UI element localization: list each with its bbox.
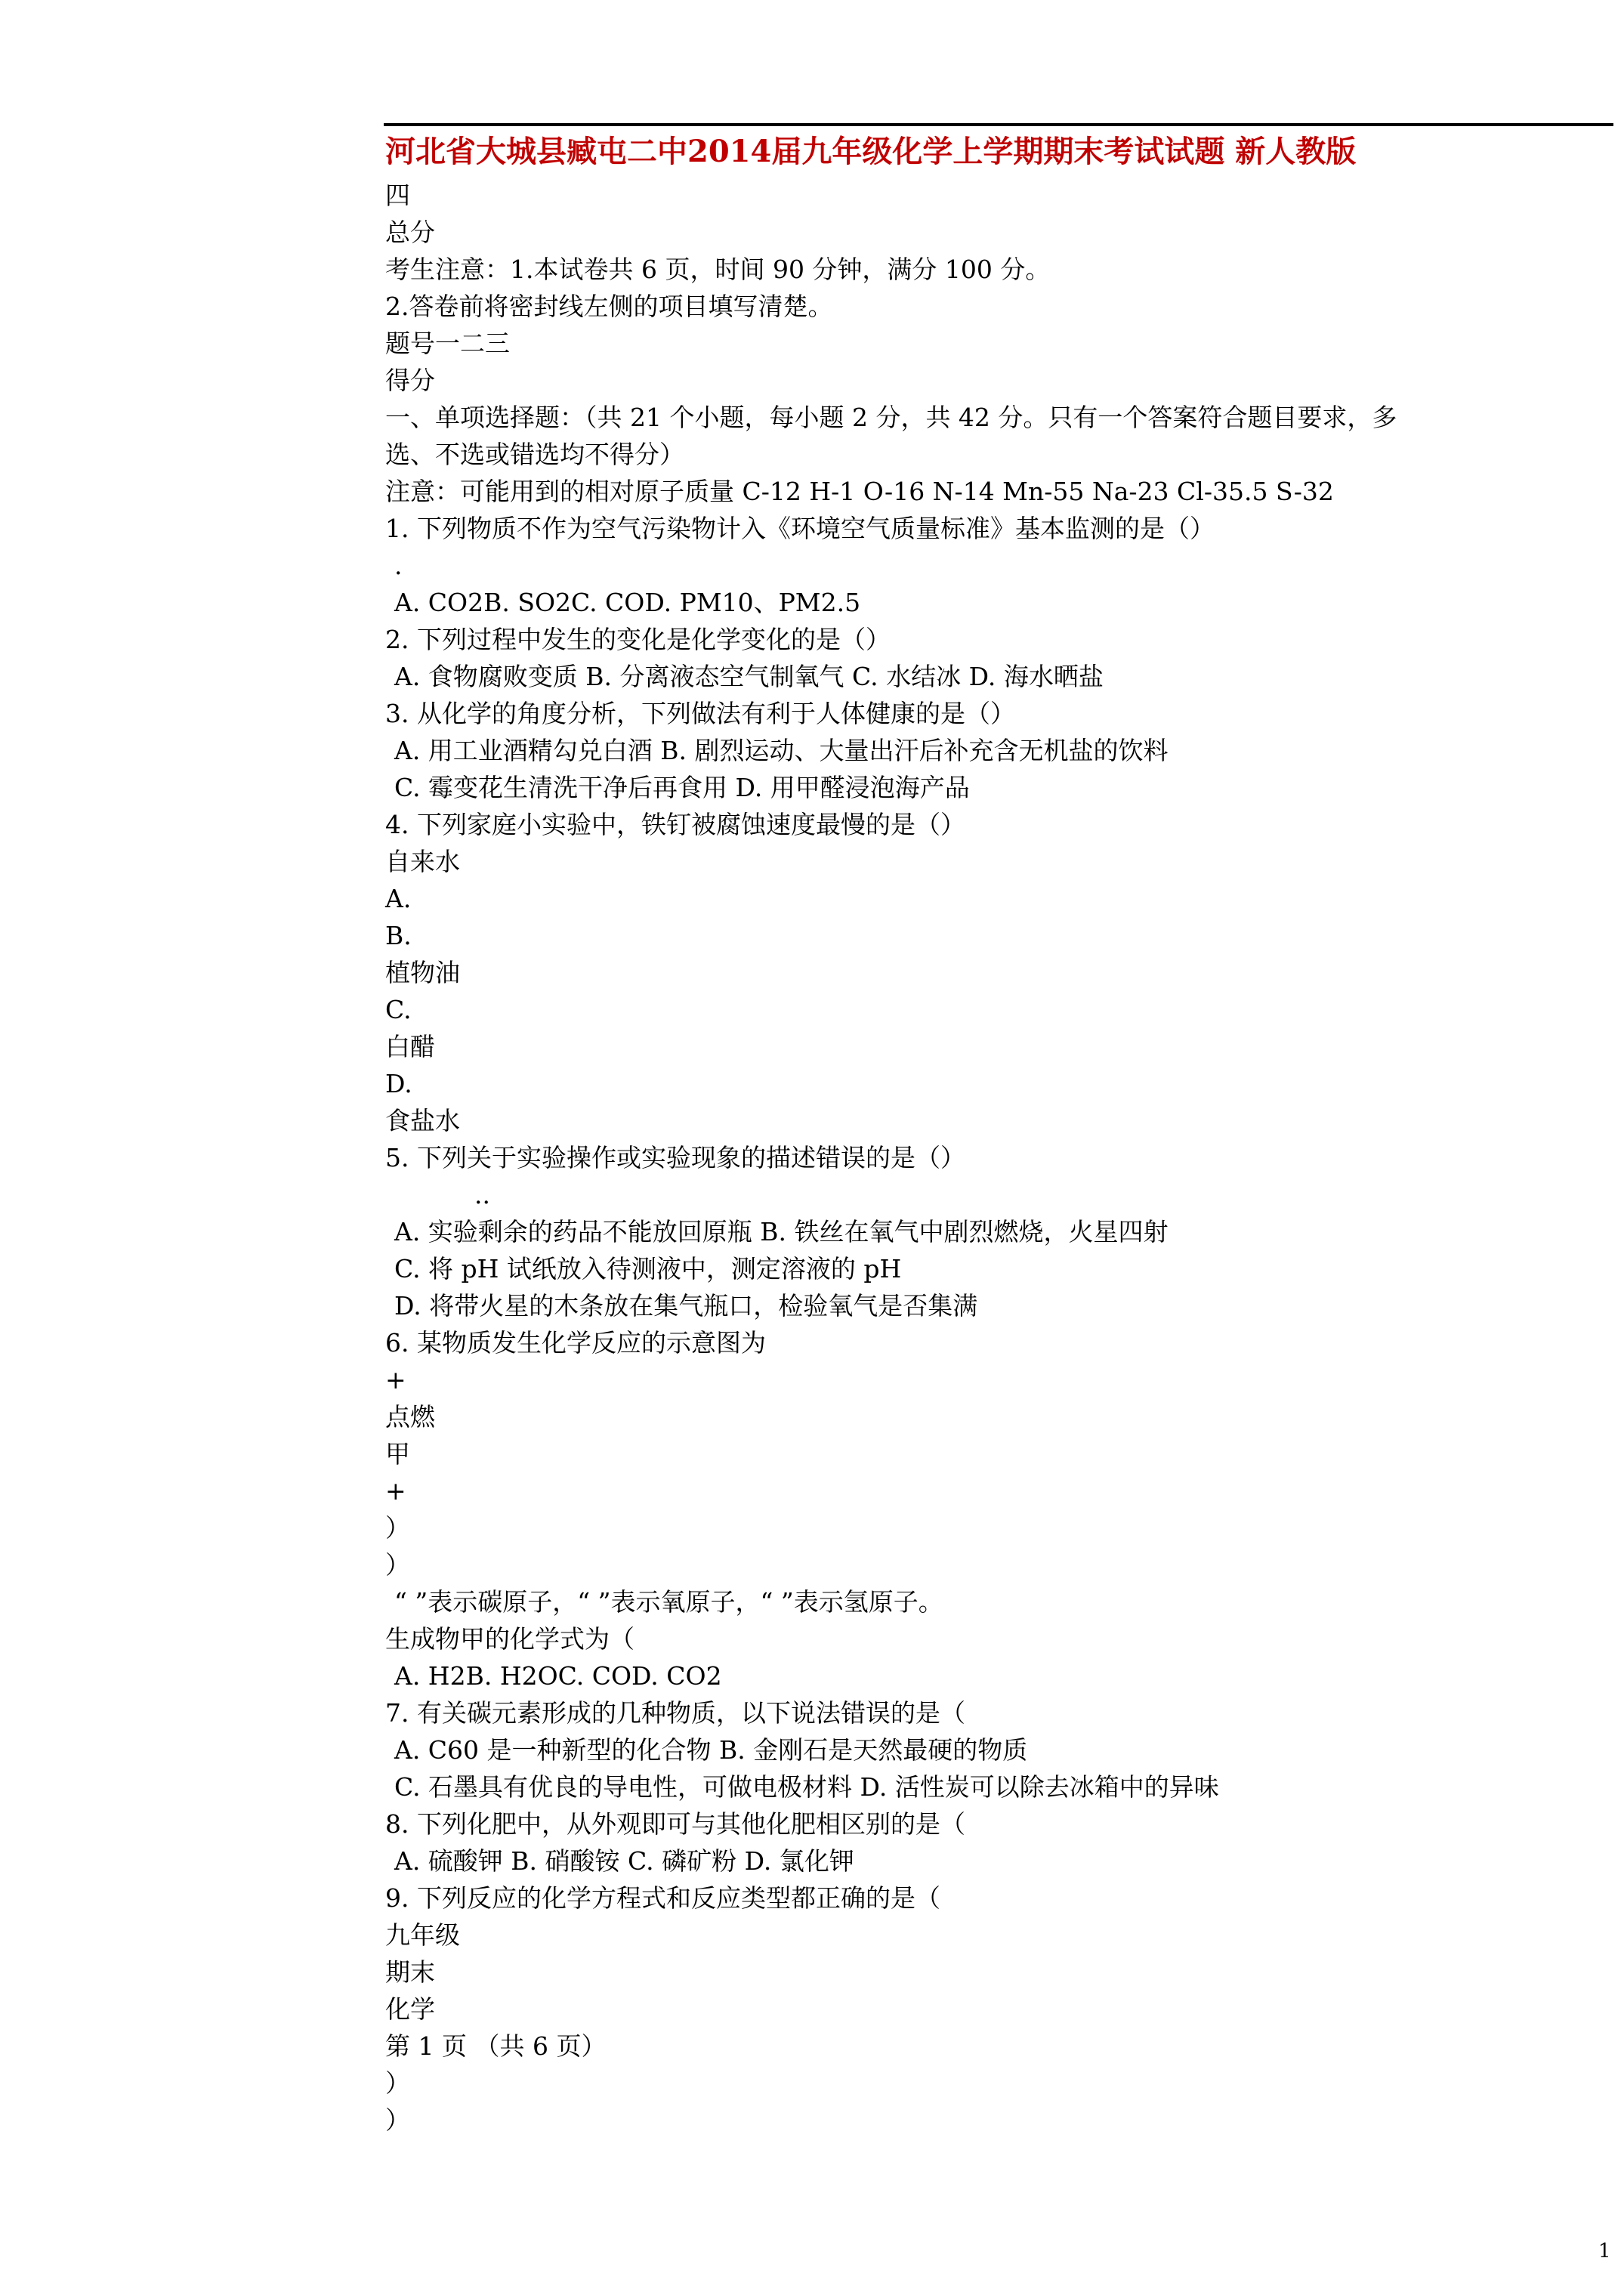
text-line: 生成物甲的化学式为（ [385,1624,634,1654]
text-line: 选、不选或错选均不得分） [385,440,684,469]
text-line: ） [385,1550,410,1580]
option-line: A. 食物腐败变质 B. 分离液态空气制氧气 C. 水结冰 D. 海水晒盐 [394,662,1104,691]
option-line: A. H2B. H2OC. COD. CO2 [394,1661,722,1691]
text-line: 植物油 [385,958,460,987]
text-line: 自来水 [385,847,460,876]
option-line: D. 将带火星的木条放在集气瓶口，检验氧气是否集满 [394,1291,978,1320]
question-line: 3. 从化学的角度分析，下列做法有利于人体健康的是（） [385,699,1015,728]
text-line: 注意：可能用到的相对原子质量 C-12 H-1 O-16 N-14 Mn-55 Na-23 Cl-35.5 S-32 [385,477,1334,506]
text-line: + [385,1476,406,1506]
option-line: A. 用工业酒精勾兑白酒 B. 剧烈运动、大量出汗后补充含无机盐的饮料 [394,736,1169,765]
text-line: “ ”表示碳原子，“ ”表示氧原子，“ ”表示氢原子。 [394,1587,943,1617]
text-line: C. [385,995,412,1024]
option-line: A. C60 是一种新型的化合物 B. 金刚石是天然最硬的物质 [394,1735,1028,1765]
page-title: 河北省大城县臧屯二中2014届九年级化学上学期期末考试试题 新人教版 [385,134,1357,169]
question-line: 1. 下列物质不作为空气污染物计入《环境空气质量标准》基本监测的是（） [385,514,1215,543]
text-line: . [394,551,403,580]
option-line: A. 硫酸钾 B. 硝酸铵 C. 磷矿粉 D. 氯化钾 [394,1846,854,1876]
text-line: ） [385,2105,410,2135]
text-line: 得分 [385,366,435,395]
text-line: 2.答卷前将密封线左侧的项目填写清楚。 [385,292,833,321]
text-line: 点燃 [385,1402,435,1432]
option-line: A. 实验剩余的药品不能放回原瓶 B. 铁丝在氧气中剧烈燃烧，火星四射 [394,1217,1169,1246]
text-line: 甲 [385,1439,410,1469]
text-line: A. [385,884,412,913]
option-line: C. 石墨具有优良的导电性，可做电极材料 D. 活性炭可以除去冰箱中的异味 [394,1772,1219,1802]
text-line: 考生注意：1.本试卷共 6 页，时间 90 分钟，满分 100 分。 [385,255,1051,284]
text-line: 总分 [385,218,435,247]
text-line: + [385,1365,406,1395]
question-line: 4. 下列家庭小实验中，铁钉被腐蚀速度最慢的是（） [385,810,965,839]
text-line: D. [385,1069,412,1098]
option-line: C. 霉变花生清洗干净后再食用 D. 用甲醛浸泡海产品 [394,773,970,802]
question-line: 5. 下列关于实验操作或实验现象的描述错误的是（） [385,1143,965,1172]
text-line: B. [385,921,412,950]
question-line: 6. 某物质发生化学反应的示意图为 [385,1328,766,1358]
option-line: A. CO2B. SO2C. COD. PM10、PM2.5 [394,588,861,617]
option-line: C. 将 pH 试纸放入待测液中，测定溶液的 pH [394,1254,902,1283]
text-line: 九年级 [385,1920,460,1950]
text-line: ） [385,2068,410,2098]
text-line: 食盐水 [385,1106,460,1135]
question-line: 8. 下列化肥中，从外观即可与其他化肥相区别的是（ [385,1809,965,1839]
text-line: 白醋 [385,1032,435,1061]
question-line: 2. 下列过程中发生的变化是化学变化的是（） [385,625,891,654]
document-body [385,177,1609,2139]
section-heading: 一、单项选择题：（共 21 个小题，每小题 2 分，共 42 分。只有一个答案符合题目要求，多 [385,403,1397,432]
text-line: 四 [385,181,410,210]
text-line: 化学 [385,1994,435,2024]
text-line: 题号一二三 [385,329,510,358]
page-footer: 第 1 页 （共 6 页） [385,2031,607,2061]
page-number: 1 [1598,2240,1611,2263]
header-rule [384,123,1613,126]
text-line: 期末 [385,1957,435,1987]
question-line: 9. 下列反应的化学方程式和反应类型都正确的是（ [385,1883,940,1913]
text-line: ） [385,1513,410,1543]
question-line: 7. 有关碳元素形成的几种物质，以下说法错误的是（ [385,1698,965,1728]
text-line: .. [474,1180,490,1209]
